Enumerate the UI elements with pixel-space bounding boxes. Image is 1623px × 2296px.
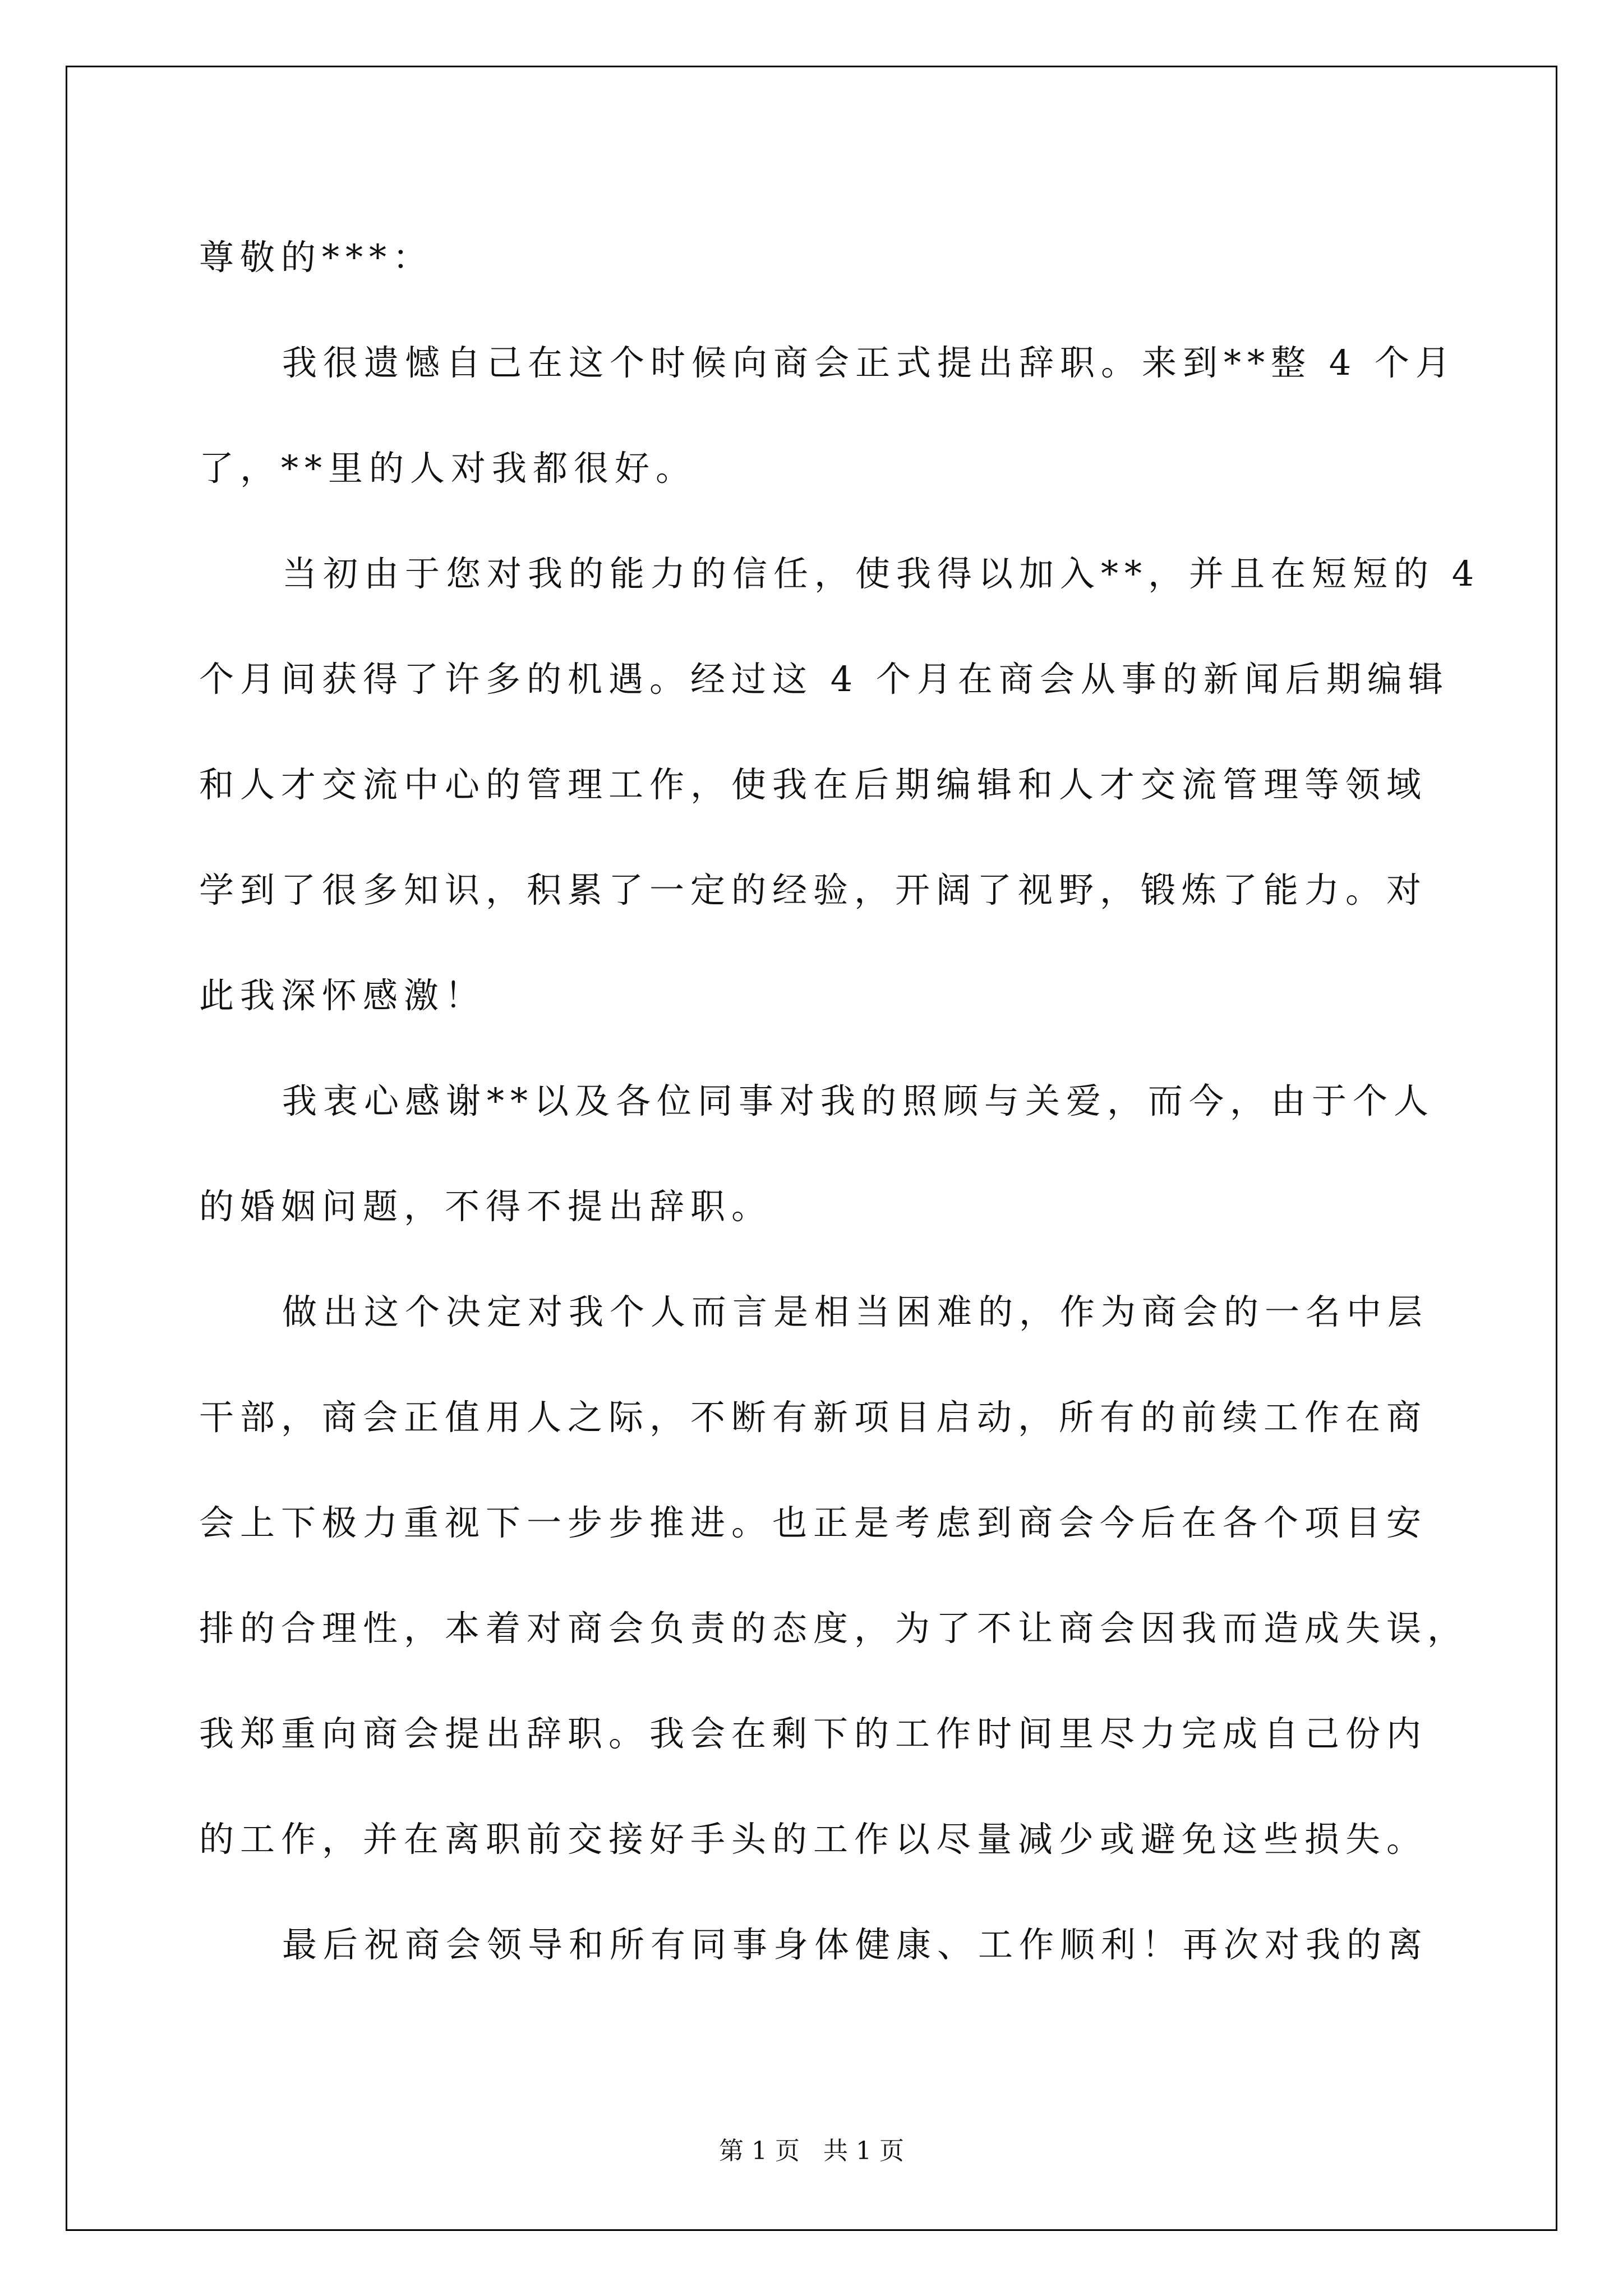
salutation: 尊敬的***： — [199, 237, 434, 278]
line-text: 排的合理性，本着对商会负责的态度，为了不让商会因我而造成失误， — [199, 1608, 1469, 1649]
line-text: 干部，商会正值用人之际，不断有新项目启动，所有的前续工作在商 — [199, 1397, 1428, 1438]
text-line — [199, 732, 1427, 838]
line-text: 和人才交流中心的管理工作，使我在后期编辑和人才交流管理等领域 — [199, 764, 1428, 805]
text-line — [199, 943, 1427, 1048]
text-line — [199, 1259, 1427, 1365]
line-text: 最后祝商会领导和所有同事身体健康、工作顺利！再次对我的离 — [282, 1924, 1429, 1965]
paragraph-lines — [199, 310, 1481, 1998]
line-text: 此我深怀感激！ — [199, 975, 486, 1016]
text-line — [199, 521, 1481, 627]
line-text: 了，**里的人对我都很好。 — [199, 448, 697, 489]
line-text: 的婚姻问题，不得不提出辞职。 — [199, 1186, 773, 1227]
text-line — [199, 1787, 1427, 1892]
page-footer: 第 1 页 共 1 页 — [719, 2137, 904, 2165]
text-line — [199, 627, 1449, 732]
text-line — [199, 1154, 1427, 1259]
text-line — [199, 1048, 1435, 1154]
text-line — [199, 416, 1427, 521]
text-line — [199, 1470, 1427, 1576]
line-text: 当初由于您对我的能力的信任，使我得以加入**，并且在短短的 4 — [282, 553, 1481, 594]
line-text: 会上下极力重视下一步步推进。也正是考虑到商会今后在各个项目安 — [199, 1502, 1428, 1543]
line-text: 我很遗憾自己在这个时候向商会正式提出辞职。来到**整 4 个月 — [282, 342, 1456, 383]
text-line — [199, 1576, 1469, 1681]
line-text: 的工作，并在离职前交接好手头的工作以尽量减少或避免这些损失。 — [199, 1819, 1428, 1860]
text-line — [199, 310, 1456, 416]
line-text: 学到了很多知识，积累了一定的经验，开阔了视野，锻炼了能力。对 — [199, 869, 1428, 910]
text-line — [199, 1681, 1427, 1787]
text-line — [199, 1365, 1427, 1470]
text-line — [199, 838, 1427, 943]
line-text: 我郑重向商会提出辞职。我会在剩下的工作时间里尽力完成自己份内 — [199, 1713, 1428, 1754]
line-text: 做出这个决定对我个人而言是相当困难的，作为商会的一名中层 — [282, 1291, 1429, 1332]
document-body — [199, 205, 1481, 1998]
text-line — [199, 1892, 1427, 1998]
line-text: 个月间获得了许多的机遇。经过这 4 个月在商会从事的新闻后期编辑 — [199, 659, 1449, 700]
line-text: 我衷心感谢**以及各位同事对我的照顾与关爱，而今，由于个人 — [282, 1080, 1435, 1121]
